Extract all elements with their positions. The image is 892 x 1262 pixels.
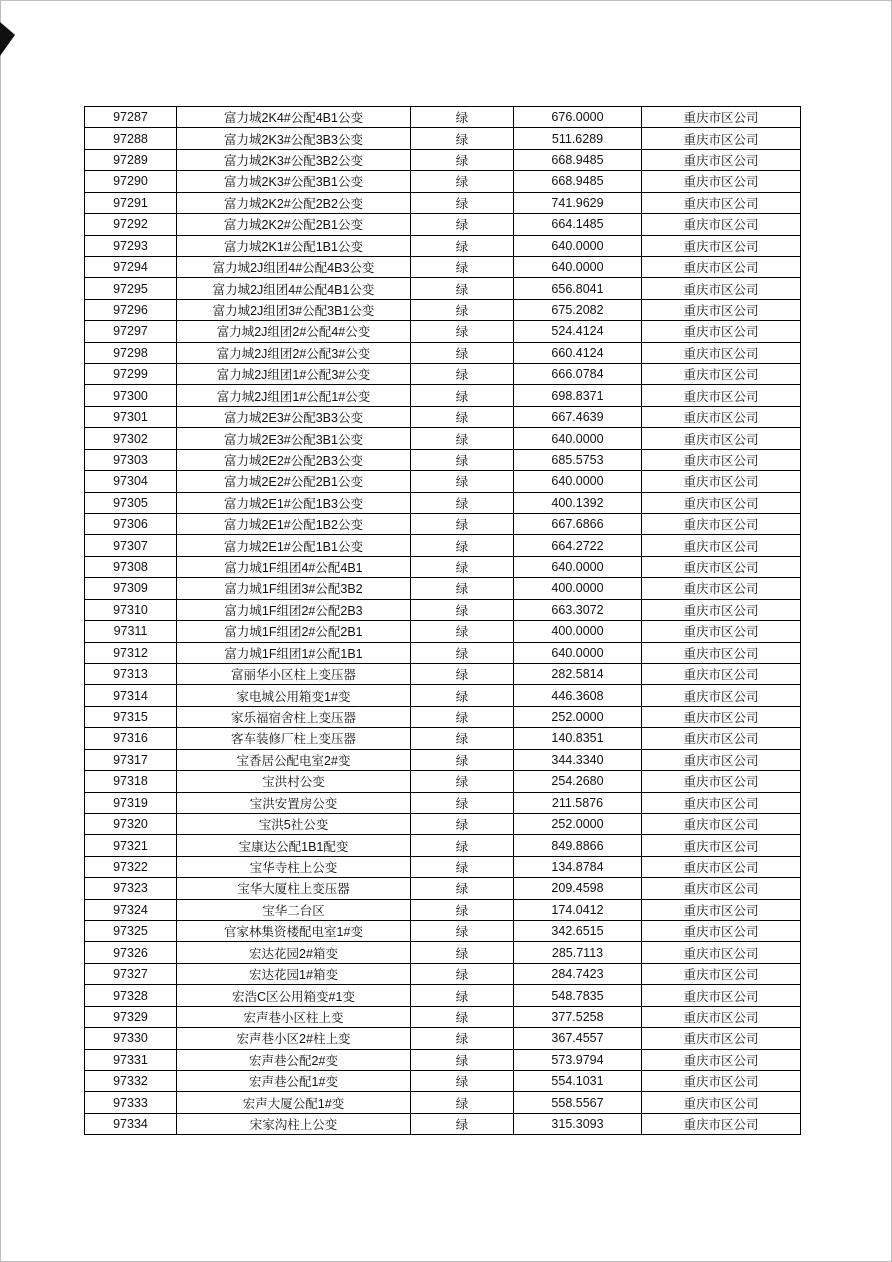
cell-name: 富力城1F组团4#公配4B1 [177, 556, 411, 577]
cell-id: 97323 [85, 878, 177, 899]
cell-id: 97333 [85, 1092, 177, 1113]
table-row [85, 1049, 801, 1070]
table-row [85, 942, 801, 963]
table-row [85, 963, 801, 984]
cell-company: 重庆市区公司 [642, 599, 801, 620]
cell-status: 绿 [411, 321, 514, 342]
cell-name: 富力城2E1#公配1B2公变 [177, 514, 411, 535]
cell-id: 97313 [85, 663, 177, 684]
table-row [85, 813, 801, 834]
cell-value: 558.5567 [514, 1092, 642, 1113]
cell-value: 666.0784 [514, 364, 642, 385]
cell-value: 663.3072 [514, 599, 642, 620]
cell-company: 重庆市区公司 [642, 706, 801, 727]
cell-id: 97316 [85, 728, 177, 749]
cell-value: 140.8351 [514, 728, 642, 749]
cell-status: 绿 [411, 963, 514, 984]
cell-name: 富力城2K3#公配3B1公变 [177, 171, 411, 192]
table-row [85, 792, 801, 813]
table-row [85, 535, 801, 556]
cell-company: 重庆市区公司 [642, 1049, 801, 1070]
cell-name: 富力城2J组团4#公配4B3公变 [177, 256, 411, 277]
cell-company: 重庆市区公司 [642, 728, 801, 749]
cell-id: 97331 [85, 1049, 177, 1070]
cell-company: 重庆市区公司 [642, 514, 801, 535]
cell-value: 524.4124 [514, 321, 642, 342]
cell-status: 绿 [411, 514, 514, 535]
cell-name: 宏声巷公配1#变 [177, 1070, 411, 1091]
cell-status: 绿 [411, 835, 514, 856]
cell-id: 97320 [85, 813, 177, 834]
cell-value: 640.0000 [514, 471, 642, 492]
cell-company: 重庆市区公司 [642, 749, 801, 770]
table-row [85, 214, 801, 235]
cell-status: 绿 [411, 749, 514, 770]
cell-value: 377.5258 [514, 1006, 642, 1027]
cell-company: 重庆市区公司 [642, 578, 801, 599]
cell-id: 97330 [85, 1028, 177, 1049]
cell-id: 97319 [85, 792, 177, 813]
cell-status: 绿 [411, 663, 514, 684]
table-row [85, 107, 801, 128]
table-row [85, 771, 801, 792]
cell-status: 绿 [411, 556, 514, 577]
cell-name: 富力城1F组团1#公配1B1 [177, 642, 411, 663]
cell-value: 664.2722 [514, 535, 642, 556]
cell-id: 97287 [85, 107, 177, 128]
cell-company: 重庆市区公司 [642, 107, 801, 128]
cell-name: 富力城2K3#公配3B3公变 [177, 128, 411, 149]
cell-company: 重庆市区公司 [642, 899, 801, 920]
table-row [85, 856, 801, 877]
cell-value: 284.7423 [514, 963, 642, 984]
table-body [85, 107, 801, 1135]
cell-value: 511.6289 [514, 128, 642, 149]
cell-name: 富力城2E1#公配1B3公变 [177, 492, 411, 513]
cell-value: 367.4557 [514, 1028, 642, 1049]
cell-name: 宝洪村公变 [177, 771, 411, 792]
table-row [85, 1113, 801, 1134]
table-row [85, 685, 801, 706]
cell-name: 宝康达公配1B1配变 [177, 835, 411, 856]
cell-value: 446.3608 [514, 685, 642, 706]
cell-id: 97322 [85, 856, 177, 877]
cell-value: 656.8041 [514, 278, 642, 299]
cell-name: 宋家沟柱上公变 [177, 1113, 411, 1134]
cell-company: 重庆市区公司 [642, 192, 801, 213]
cell-company: 重庆市区公司 [642, 535, 801, 556]
table-row [85, 278, 801, 299]
cell-id: 97301 [85, 406, 177, 427]
cell-id: 97302 [85, 428, 177, 449]
cell-name: 宝洪安置房公变 [177, 792, 411, 813]
cell-company: 重庆市区公司 [642, 1070, 801, 1091]
cell-status: 绿 [411, 535, 514, 556]
cell-id: 97327 [85, 963, 177, 984]
table-row [85, 342, 801, 363]
cell-value: 667.4639 [514, 406, 642, 427]
cell-value: 685.5753 [514, 449, 642, 470]
cell-id: 97329 [85, 1006, 177, 1027]
cell-status: 绿 [411, 299, 514, 320]
cell-id: 97295 [85, 278, 177, 299]
cell-id: 97300 [85, 385, 177, 406]
cell-name: 宝华二台区 [177, 899, 411, 920]
cell-id: 97293 [85, 235, 177, 256]
cell-name: 富力城2E3#公配3B3公变 [177, 406, 411, 427]
cell-value: 698.8371 [514, 385, 642, 406]
cell-value: 640.0000 [514, 235, 642, 256]
cell-value: 252.0000 [514, 706, 642, 727]
cell-name: 宝香居公配电室2#变 [177, 749, 411, 770]
cell-name: 宝华大厦柱上变压器 [177, 878, 411, 899]
cell-id: 97324 [85, 899, 177, 920]
cell-company: 重庆市区公司 [642, 321, 801, 342]
table-row [85, 449, 801, 470]
table-row [85, 578, 801, 599]
cell-name: 富力城2E2#公配2B1公变 [177, 471, 411, 492]
table-row [85, 663, 801, 684]
cell-company: 重庆市区公司 [642, 385, 801, 406]
cell-status: 绿 [411, 599, 514, 620]
cell-status: 绿 [411, 642, 514, 663]
cell-company: 重庆市区公司 [642, 813, 801, 834]
table-row [85, 878, 801, 899]
cell-status: 绿 [411, 214, 514, 235]
table-row [85, 1070, 801, 1091]
cell-id: 97303 [85, 449, 177, 470]
cell-status: 绿 [411, 1006, 514, 1027]
cell-status: 绿 [411, 492, 514, 513]
cell-value: 211.5876 [514, 792, 642, 813]
cell-status: 绿 [411, 813, 514, 834]
cell-id: 97308 [85, 556, 177, 577]
cell-status: 绿 [411, 899, 514, 920]
cell-company: 重庆市区公司 [642, 128, 801, 149]
cell-status: 绿 [411, 342, 514, 363]
cell-status: 绿 [411, 1028, 514, 1049]
table-row [85, 321, 801, 342]
cell-company: 重庆市区公司 [642, 406, 801, 427]
cell-company: 重庆市区公司 [642, 963, 801, 984]
cell-value: 664.1485 [514, 214, 642, 235]
cell-status: 绿 [411, 449, 514, 470]
table-row [85, 556, 801, 577]
cell-name: 富力城2K3#公配3B2公变 [177, 149, 411, 170]
cell-name: 宝洪5社公变 [177, 813, 411, 834]
cell-company: 重庆市区公司 [642, 556, 801, 577]
cell-company: 重庆市区公司 [642, 835, 801, 856]
cell-company: 重庆市区公司 [642, 299, 801, 320]
cell-name: 富力城2J组团4#公配4B1公变 [177, 278, 411, 299]
cell-name: 富力城2J组团1#公配1#公变 [177, 385, 411, 406]
cell-value: 344.3340 [514, 749, 642, 770]
table-row [85, 985, 801, 1006]
cell-company: 重庆市区公司 [642, 364, 801, 385]
cell-id: 97299 [85, 364, 177, 385]
cell-status: 绿 [411, 107, 514, 128]
table-row [85, 256, 801, 277]
table-row [85, 728, 801, 749]
cell-id: 97298 [85, 342, 177, 363]
cell-id: 97291 [85, 192, 177, 213]
cell-company: 重庆市区公司 [642, 621, 801, 642]
cell-name: 富力城2J组团1#公配3#公变 [177, 364, 411, 385]
table-row [85, 492, 801, 513]
table-row [85, 1092, 801, 1113]
table-row [85, 899, 801, 920]
cell-company: 重庆市区公司 [642, 492, 801, 513]
cell-company: 重庆市区公司 [642, 449, 801, 470]
cell-company: 重庆市区公司 [642, 771, 801, 792]
cell-company: 重庆市区公司 [642, 878, 801, 899]
cell-company: 重庆市区公司 [642, 1092, 801, 1113]
cell-id: 97332 [85, 1070, 177, 1091]
cell-name: 客车装修厂柱上变压器 [177, 728, 411, 749]
cell-company: 重庆市区公司 [642, 1006, 801, 1027]
cell-id: 97310 [85, 599, 177, 620]
cell-company: 重庆市区公司 [642, 1113, 801, 1134]
cell-value: 640.0000 [514, 556, 642, 577]
cell-id: 97334 [85, 1113, 177, 1134]
cell-name: 富力城2J组团2#公配4#公变 [177, 321, 411, 342]
cell-value: 342.6515 [514, 921, 642, 942]
cell-value: 252.0000 [514, 813, 642, 834]
cell-value: 134.8784 [514, 856, 642, 877]
cell-company: 重庆市区公司 [642, 235, 801, 256]
cell-status: 绿 [411, 235, 514, 256]
cell-company: 重庆市区公司 [642, 171, 801, 192]
cell-status: 绿 [411, 578, 514, 599]
cell-status: 绿 [411, 428, 514, 449]
cell-name: 富力城1F组团2#公配2B1 [177, 621, 411, 642]
table-row [85, 385, 801, 406]
cell-name: 家电城公用箱变1#变 [177, 685, 411, 706]
cell-id: 97312 [85, 642, 177, 663]
cell-status: 绿 [411, 942, 514, 963]
cell-company: 重庆市区公司 [642, 642, 801, 663]
cell-status: 绿 [411, 385, 514, 406]
cell-status: 绿 [411, 406, 514, 427]
cell-company: 重庆市区公司 [642, 685, 801, 706]
cell-company: 重庆市区公司 [642, 149, 801, 170]
cell-value: 668.9485 [514, 171, 642, 192]
cell-status: 绿 [411, 192, 514, 213]
cell-name: 宏声巷公配2#变 [177, 1049, 411, 1070]
cell-name: 富力城2E3#公配3B1公变 [177, 428, 411, 449]
cell-name: 富力城2E1#公配1B1公变 [177, 535, 411, 556]
cell-name: 宝华寺柱上公变 [177, 856, 411, 877]
cell-status: 绿 [411, 128, 514, 149]
cell-company: 重庆市区公司 [642, 663, 801, 684]
cell-value: 282.5814 [514, 663, 642, 684]
table-row [85, 1028, 801, 1049]
cell-name: 富力城2E2#公配2B3公变 [177, 449, 411, 470]
cell-name: 宏达花园1#箱变 [177, 963, 411, 984]
cell-value: 675.2082 [514, 299, 642, 320]
cell-id: 97290 [85, 171, 177, 192]
cell-name: 富力城1F组团3#公配3B2 [177, 578, 411, 599]
cell-name: 家乐福宿舍柱上变压器 [177, 706, 411, 727]
cell-status: 绿 [411, 171, 514, 192]
cell-status: 绿 [411, 771, 514, 792]
table-row [85, 235, 801, 256]
cell-value: 660.4124 [514, 342, 642, 363]
cell-value: 400.0000 [514, 621, 642, 642]
cell-value: 315.3093 [514, 1113, 642, 1134]
cell-company: 重庆市区公司 [642, 471, 801, 492]
cell-value: 573.9794 [514, 1049, 642, 1070]
table-row [85, 921, 801, 942]
cell-status: 绿 [411, 1070, 514, 1091]
cell-id: 97311 [85, 621, 177, 642]
cell-status: 绿 [411, 792, 514, 813]
cell-value: 640.0000 [514, 428, 642, 449]
table-row [85, 171, 801, 192]
cell-id: 97315 [85, 706, 177, 727]
cell-company: 重庆市区公司 [642, 921, 801, 942]
table-row [85, 514, 801, 535]
cell-company: 重庆市区公司 [642, 856, 801, 877]
cell-id: 97305 [85, 492, 177, 513]
table-row [85, 128, 801, 149]
cell-status: 绿 [411, 706, 514, 727]
cell-name: 宏声大厦公配1#变 [177, 1092, 411, 1113]
cell-company: 重庆市区公司 [642, 985, 801, 1006]
table-row [85, 749, 801, 770]
cell-status: 绿 [411, 256, 514, 277]
table-row [85, 1006, 801, 1027]
cell-value: 400.1392 [514, 492, 642, 513]
cell-status: 绿 [411, 471, 514, 492]
cell-status: 绿 [411, 149, 514, 170]
cell-status: 绿 [411, 878, 514, 899]
cell-status: 绿 [411, 364, 514, 385]
cell-status: 绿 [411, 1113, 514, 1134]
cell-value: 640.0000 [514, 642, 642, 663]
cell-name: 富丽华小区柱上变压器 [177, 663, 411, 684]
cell-name: 富力城2J组团3#公配3B1公变 [177, 299, 411, 320]
cell-name: 宏声巷小区柱上变 [177, 1006, 411, 1027]
cell-status: 绿 [411, 985, 514, 1006]
cell-value: 668.9485 [514, 149, 642, 170]
table-row [85, 192, 801, 213]
cell-company: 重庆市区公司 [642, 428, 801, 449]
cell-company: 重庆市区公司 [642, 942, 801, 963]
cell-value: 548.7835 [514, 985, 642, 1006]
cell-name: 官家林集资楼配电室1#变 [177, 921, 411, 942]
table-row [85, 406, 801, 427]
cell-value: 254.2680 [514, 771, 642, 792]
cell-value: 676.0000 [514, 107, 642, 128]
cell-company: 重庆市区公司 [642, 1028, 801, 1049]
cell-name: 富力城2K4#公配4B1公变 [177, 107, 411, 128]
cell-value: 209.4598 [514, 878, 642, 899]
cell-status: 绿 [411, 921, 514, 942]
table-row [85, 706, 801, 727]
cell-id: 97325 [85, 921, 177, 942]
cell-status: 绿 [411, 1092, 514, 1113]
cell-status: 绿 [411, 685, 514, 706]
cell-id: 97288 [85, 128, 177, 149]
table-row [85, 364, 801, 385]
cell-name: 富力城2K2#公配2B2公变 [177, 192, 411, 213]
cell-id: 97292 [85, 214, 177, 235]
data-table [84, 106, 801, 1135]
cell-id: 97306 [85, 514, 177, 535]
cell-name: 富力城2K1#公配1B1公变 [177, 235, 411, 256]
cell-name: 宏达花园2#箱变 [177, 942, 411, 963]
cell-name: 富力城1F组团2#公配2B3 [177, 599, 411, 620]
scan-artifact-icon [0, 22, 15, 56]
cell-id: 97321 [85, 835, 177, 856]
cell-id: 97328 [85, 985, 177, 1006]
table-row [85, 599, 801, 620]
cell-id: 97289 [85, 149, 177, 170]
cell-status: 绿 [411, 728, 514, 749]
table-row [85, 471, 801, 492]
cell-value: 640.0000 [514, 256, 642, 277]
table-row [85, 149, 801, 170]
cell-value: 741.9629 [514, 192, 642, 213]
cell-company: 重庆市区公司 [642, 342, 801, 363]
cell-name: 富力城2J组团2#公配3#公变 [177, 342, 411, 363]
cell-value: 667.6866 [514, 514, 642, 535]
cell-id: 97314 [85, 685, 177, 706]
cell-name: 富力城2K2#公配2B1公变 [177, 214, 411, 235]
cell-id: 97318 [85, 771, 177, 792]
table-row [85, 428, 801, 449]
cell-id: 97296 [85, 299, 177, 320]
cell-value: 849.8866 [514, 835, 642, 856]
cell-name: 宏声巷小区2#柱上变 [177, 1028, 411, 1049]
cell-id: 97294 [85, 256, 177, 277]
cell-id: 97304 [85, 471, 177, 492]
cell-value: 285.7113 [514, 942, 642, 963]
table-row [85, 299, 801, 320]
cell-id: 97307 [85, 535, 177, 556]
cell-name: 宏浩C区公用箱变#1变 [177, 985, 411, 1006]
cell-value: 554.1031 [514, 1070, 642, 1091]
cell-id: 97326 [85, 942, 177, 963]
cell-id: 97297 [85, 321, 177, 342]
cell-company: 重庆市区公司 [642, 792, 801, 813]
table-row [85, 835, 801, 856]
cell-status: 绿 [411, 856, 514, 877]
table-row [85, 642, 801, 663]
cell-company: 重庆市区公司 [642, 214, 801, 235]
cell-value: 174.0412 [514, 899, 642, 920]
cell-status: 绿 [411, 278, 514, 299]
cell-value: 400.0000 [514, 578, 642, 599]
cell-company: 重庆市区公司 [642, 256, 801, 277]
cell-id: 97317 [85, 749, 177, 770]
cell-status: 绿 [411, 1049, 514, 1070]
cell-status: 绿 [411, 621, 514, 642]
cell-id: 97309 [85, 578, 177, 599]
table-row [85, 621, 801, 642]
cell-company: 重庆市区公司 [642, 278, 801, 299]
